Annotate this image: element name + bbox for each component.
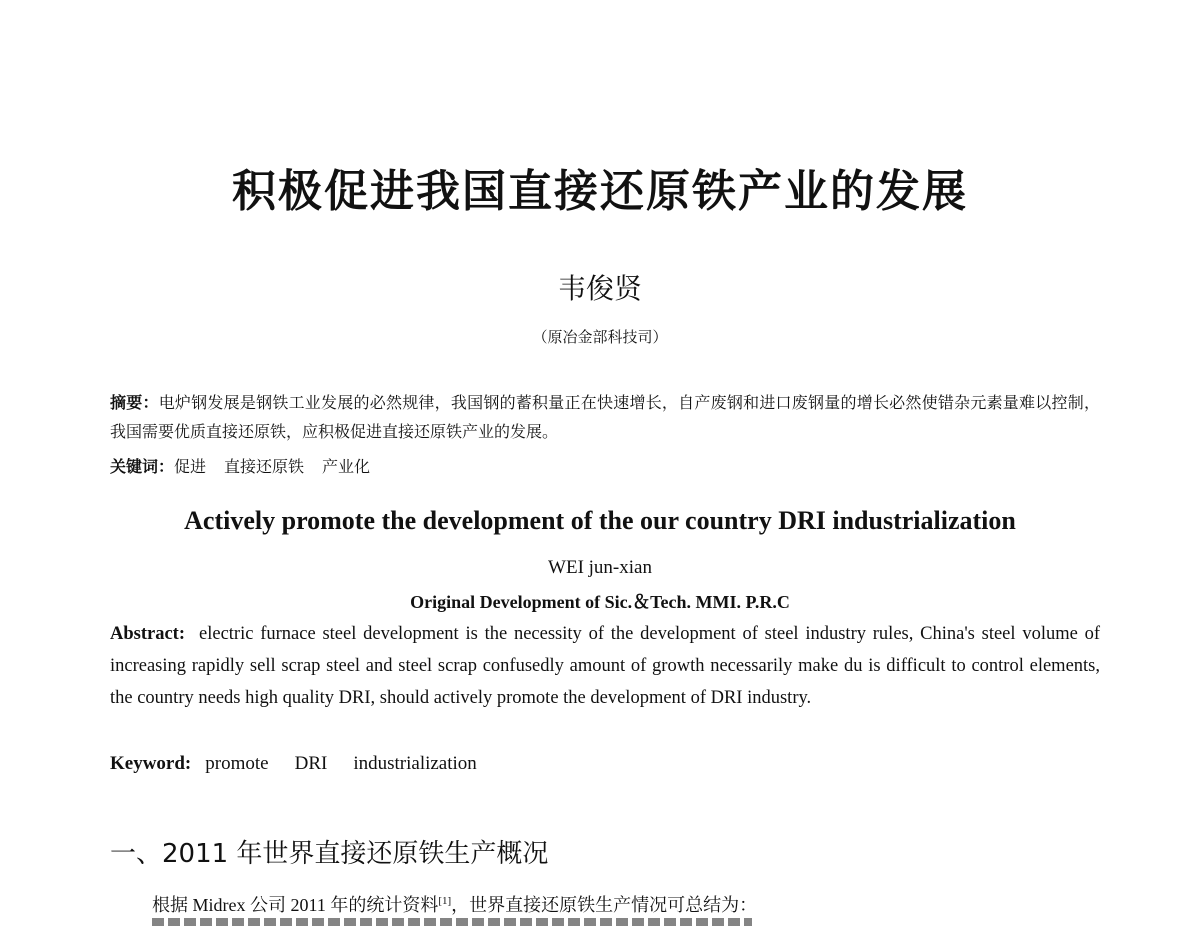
- keyword-en: industrialization: [353, 753, 477, 774]
- body-text-end: ，世界直接还原铁生产情况可总结为：: [451, 895, 758, 915]
- affiliation-cn: （原冶金部科技司）: [532, 330, 668, 346]
- keyword-cn: 促进: [174, 459, 207, 476]
- keywords-label-en: Keyword:: [110, 753, 192, 774]
- abstract-text-cn: 电炉钢发展是钢铁工业发展的必然规律，我国钢的蓄积量正在快速增长，自产废钢和进口废钢量的增长必然使错杂元素量难以控制，我国需要优质直接还原铁，应积极促进直接还原铁产业的发展。: [110, 395, 1100, 441]
- keyword-en: DRI: [294, 753, 328, 774]
- keywords-label-cn: 关键词：: [110, 457, 175, 476]
- affiliation-en: Original Development of Sic.＆Tech. MMI. P.R.C: [410, 592, 790, 612]
- paper-title-en: Actively promote the development of the our country DRI industrialization: [184, 506, 1016, 535]
- keyword-en: promote: [205, 753, 269, 774]
- keywords-cn: [110, 452, 1100, 482]
- author-name-en: WEI jun-xian: [548, 557, 652, 578]
- body-paragraph: [152, 886, 757, 920]
- abstract-label-cn: 摘要：: [110, 393, 159, 412]
- abstract-en: [110, 618, 1100, 714]
- abstract-cn: [110, 388, 1100, 447]
- author-name-cn: 韦俊贤: [557, 274, 642, 305]
- abstract-label-en: Abstract:: [110, 624, 186, 644]
- body-text-start: 根据 Midrex 公司 2011 年的统计资料: [152, 895, 439, 915]
- paper-title-cn: 积极促进我国直接还原铁产业的发展: [232, 166, 968, 217]
- abstract-text-en: electric furnace steel development is the necessity of the development of steel industry rules, China's steel volume of increasing rapidly sell scrap steel and steel scrap confusedly amount of growth necessarily make du is difficult to control elements, the country needs high quality DRI, should actively promote the development of DRI industry.: [110, 624, 1100, 708]
- cut-off-text-line: [152, 918, 752, 926]
- keywords-en: [110, 748, 1100, 780]
- keyword-cn: 直接还原铁: [224, 459, 305, 476]
- citation-ref: [1]: [438, 895, 452, 907]
- section-heading: 一、2011 年世界直接还原铁生产概况: [110, 839, 549, 869]
- keyword-cn: 产业化: [322, 459, 371, 476]
